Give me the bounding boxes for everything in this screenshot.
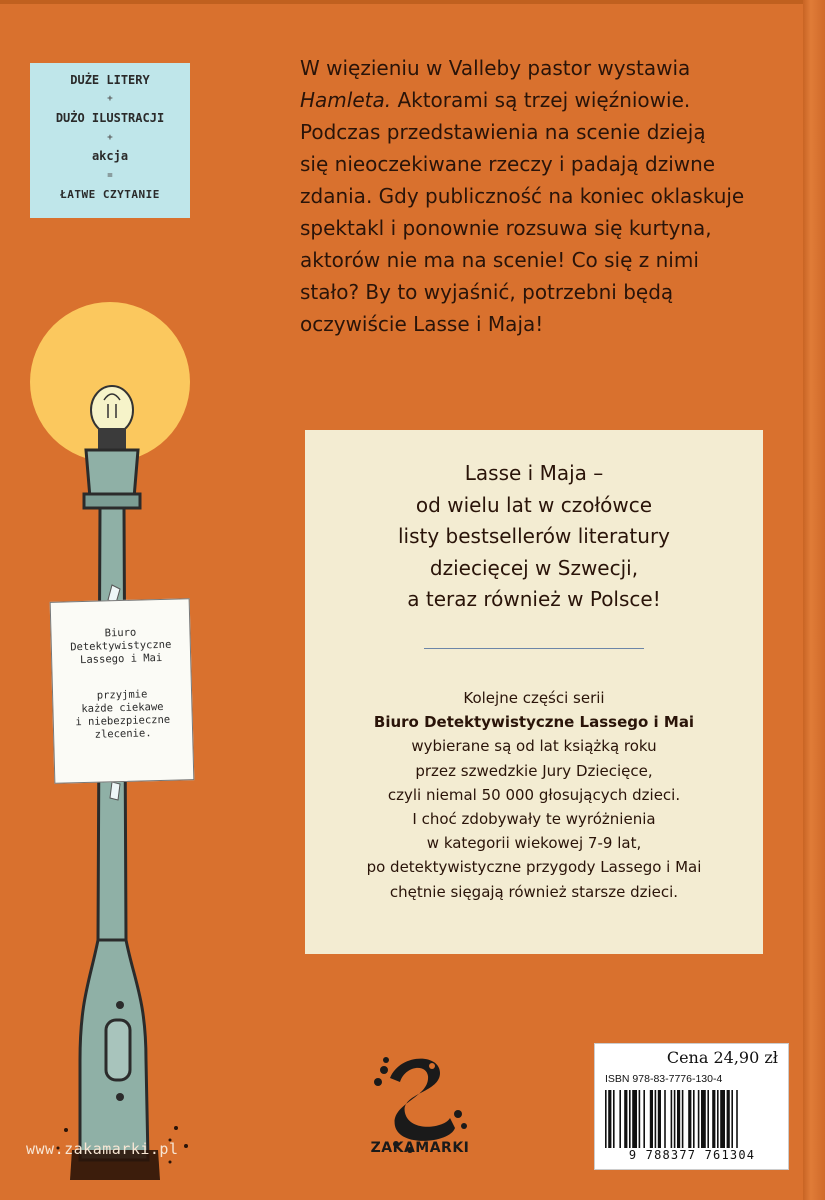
promo-headline-line: dziecięcej w Szwecji,	[429, 555, 639, 580]
back-cover-blurb	[300, 52, 790, 340]
isbn-label: ISBN 978-83-7776-130-4	[605, 1073, 723, 1085]
blurb-line: Hamleta. Aktorami są trzej więźniowie.	[300, 88, 691, 112]
promo-headline	[305, 458, 763, 616]
promo-desc-line: po detektywistyczne przygody Lassego i Mai	[366, 858, 702, 877]
badge-line-illustrations: DUŻO ILUSTRACJI	[55, 111, 165, 125]
promo-box	[305, 430, 763, 954]
price-isbn-box	[594, 1043, 789, 1170]
access-panel	[106, 1020, 130, 1080]
publisher-website[interactable]: www.zakamarki.pl	[26, 1140, 179, 1158]
promo-desc-line: wybierane są od lat książką roku	[411, 737, 657, 756]
blurb-line: spektakl i ponownie rozsuwa się kurtyna,	[300, 216, 712, 240]
blurb-line: Podczas przedstawienia na scenie dzieją	[300, 120, 706, 144]
promo-headline-line: listy bestsellerów literatury	[397, 524, 671, 548]
series-name: Biuro Detektywistyczne Lassego i Mai	[373, 713, 695, 732]
blurb-italic-title: Hamleta.	[300, 88, 392, 112]
badge-result: ŁATWE CZYTANIE	[60, 188, 160, 201]
badge-line-action: akcja	[91, 149, 129, 163]
spine-edge	[803, 0, 825, 1200]
blurb-line: oczywiście Lasse i Maja!	[300, 312, 544, 336]
blurb-line: aktorów nie ma na scenie! Co się z nimi	[300, 248, 699, 272]
publisher-name: ZAKAMARKI	[370, 1140, 470, 1156]
promo-desc-line: I choć zdobywały te wyróżnienia	[412, 810, 656, 829]
detective-agency-notice	[50, 598, 195, 784]
promo-headline-line: a teraz również w Polsce!	[407, 587, 661, 611]
barcode-number: 9 788377 761304	[628, 1148, 756, 1162]
badge-line-big-letters: DUŻE LITERY	[70, 73, 150, 87]
top-edge	[0, 0, 825, 4]
lamp-head	[86, 450, 138, 498]
promo-desc-line: czyli niemal 50 000 głosujących dzieci.	[387, 785, 681, 804]
promo-headline-line: od wielu lat w czołówce	[415, 492, 653, 517]
divider	[424, 648, 644, 649]
blurb-line: zdania. Gdy publiczność na koniec oklaskuje	[300, 184, 745, 208]
promo-desc-line: Kolejne części serii	[463, 689, 605, 707]
easy-reading-badge	[30, 63, 190, 218]
promo-desc-line: w kategorii wiekowej 7-9 lat,	[426, 834, 642, 853]
blurb-line: W więzieniu w Valleby pastor wystawia	[300, 56, 691, 80]
blurb-line: się nieoczekiwane rzeczy i padają dziwne	[300, 152, 716, 176]
bulb-socket	[98, 428, 126, 450]
promo-headline-line: Lasse i Maja –	[464, 461, 604, 485]
notice-body: przyjmie każde ciekawe i niebezpieczne zlecenie.	[75, 688, 171, 741]
notice-header: Biuro Detektywistyczne Lassego i Mai	[70, 626, 172, 667]
blurb-line: stało? By to wyjaśnić, potrzebni będą	[300, 280, 674, 304]
badge-plus-1: +	[107, 94, 113, 104]
badge-equals: =	[107, 171, 113, 181]
promo-description	[305, 686, 763, 904]
barcode-icon	[603, 1090, 779, 1148]
promo-desc-line: przez szwedzkie Jury Dziecięce,	[415, 761, 653, 780]
promo-desc-line: chętnie sięgają również starsze dzieci.	[389, 882, 679, 901]
light-bulb-icon	[91, 386, 133, 434]
price-label: Cena 24,90 zł	[666, 1048, 778, 1067]
badge-plus-2: +	[107, 133, 113, 143]
